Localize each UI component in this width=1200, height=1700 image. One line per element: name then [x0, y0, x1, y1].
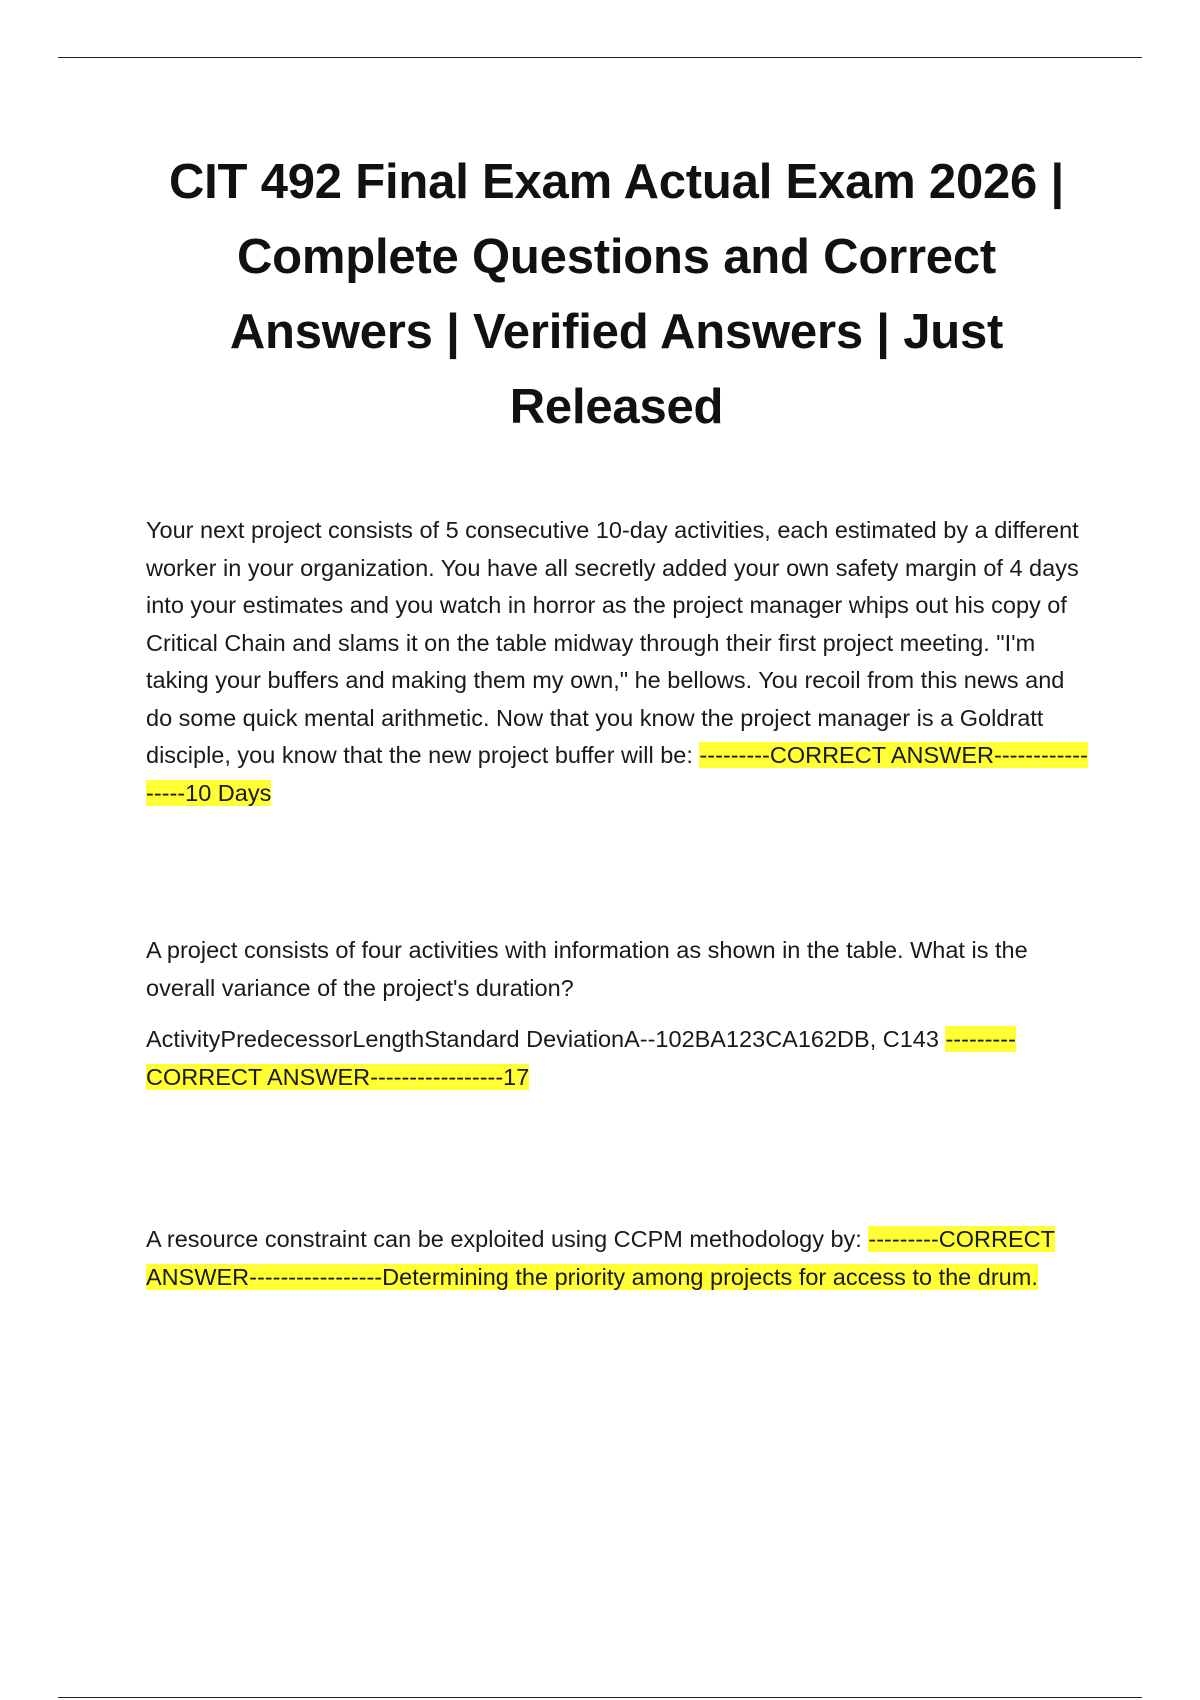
question-text: A project consists of four activities with information as shown in the table. What is the overall variance of the project's duration?	[146, 937, 1028, 1001]
question-text: Your next project consists of 5 consecutive 10-day activities, each estimated by a different worker in your organization. You have all secretly added your own safety margin of 4 days into your estimates and you watch in horror as the project manager whips out his copy of Critical Chain and slams it on the table midway through their first project meeting. "I'm taking your buffers and making them my own," he bellows. You recoil from this news and do some quick mental arithmetic. Now that you know the project manager is a Goldratt disciple, you know that the new project buffer will be:	[146, 517, 1079, 768]
table-text: ActivityPredecessorLengthStandard DeviationA--102BA123CA162DB, C143	[146, 1026, 946, 1052]
qa-paragraph	[146, 1221, 1091, 1296]
question-text: A resource constraint can be exploited using CCPM methodology by:	[146, 1226, 869, 1252]
correct-answer-highlight: ---------CORRECT ANSWER-----------------17	[146, 1026, 1016, 1090]
top-rule	[58, 57, 1142, 58]
qa-item-3	[146, 1221, 1091, 1296]
qa-item-1	[146, 512, 1091, 812]
bottom-rule	[58, 1697, 1142, 1698]
correct-answer-highlight: ---------CORRECT ANSWER-----------------10 Days	[146, 742, 1088, 806]
qa-paragraph	[146, 512, 1091, 812]
document-title: CIT 492 Final Exam Actual Exam 2026 | Complete Questions and Correct Answers | Verified Answers | Just Released	[168, 155, 1065, 434]
correct-answer-highlight: ---------CORRECT ANSWER-----------------Determining the priority among projects for access to the drum.	[146, 1226, 1055, 1290]
qa-paragraph	[146, 1021, 1091, 1096]
qa-item-2	[146, 932, 1091, 1096]
